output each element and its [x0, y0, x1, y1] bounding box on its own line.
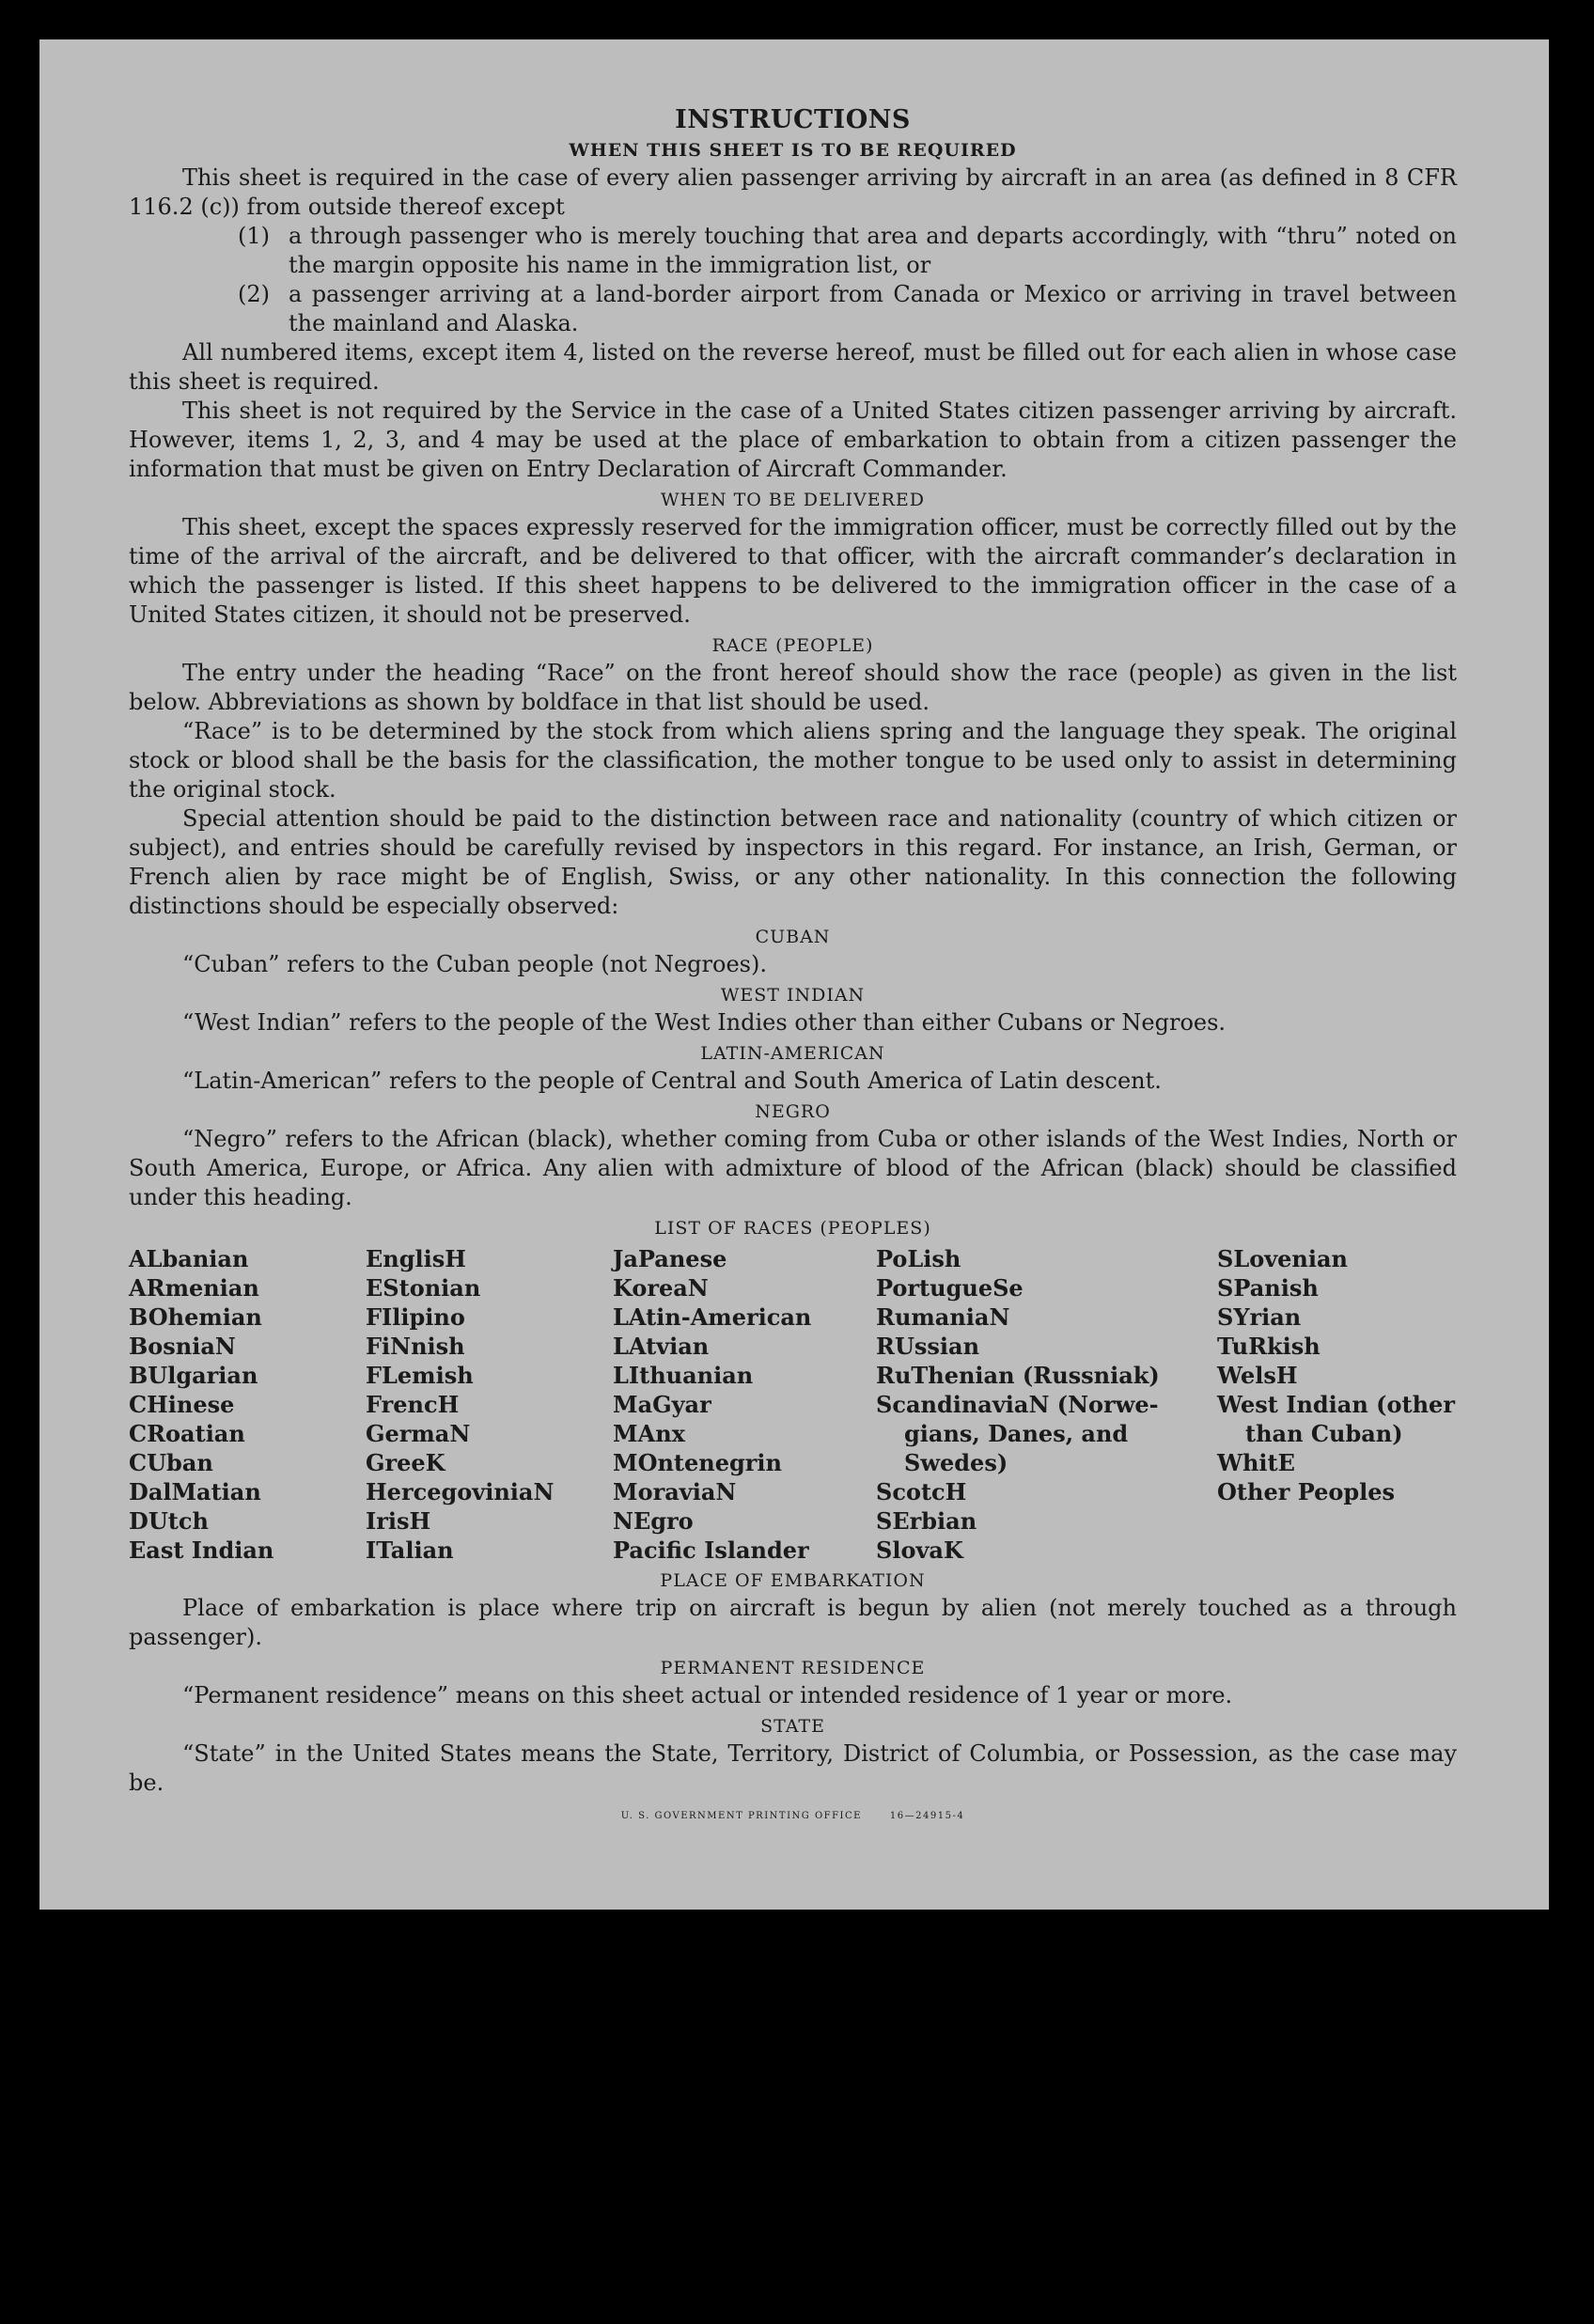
race-entry: DalMatian — [129, 1478, 261, 1505]
paragraph-latin-american: “Latin-American” refers to the people of Central and South America of Latin descent. — [182, 1068, 1162, 1094]
race-entry: JaPanese — [613, 1245, 727, 1272]
paragraph-race-definition: “Race” is to be determined by the stock from which aliens spring and the language they speak. The original stock or blood shall be the basis for the classification, the mother tongue to be used only to assist in determining the original stock. — [129, 718, 1457, 803]
section-heading-residence: PERMANENT RESIDENCE — [660, 1658, 926, 1678]
race-entry: FLemish — [366, 1362, 474, 1389]
race-entry: BUlgarian — [129, 1362, 258, 1389]
race-entry: LIthuanian — [613, 1362, 754, 1389]
race-entry: FrencH — [366, 1391, 460, 1418]
races-list — [129, 1244, 1457, 1565]
race-entry: ScotcH — [876, 1478, 967, 1505]
races-column-5 — [1217, 1244, 1490, 1565]
race-entry: ARmenian — [129, 1274, 259, 1302]
race-entry: SLovenian — [1217, 1245, 1348, 1272]
race-entry: West Indian (other — [1217, 1391, 1455, 1418]
paragraph-residence: “Permanent residence” means on this sheet actual or intended residence of 1 year or more. — [182, 1682, 1233, 1708]
paragraph-race-nationality: Special attention should be paid to the distinction between race and nationality (country of which citizen or subject), and entries should be carefully revised by inspectors in this regard. For instance, an Irish, German, or French alien by race might be of English, Swiss, or any other nationality. In this connection the following distinctions should be especially observed: — [129, 805, 1457, 919]
race-entry: FiNnish — [366, 1333, 465, 1360]
race-entry: SErbian — [876, 1507, 977, 1535]
race-entry: HercegovinіaN — [366, 1478, 555, 1505]
race-entry: FIlipino — [366, 1303, 465, 1331]
race-entry: WhitE — [1217, 1449, 1295, 1476]
race-entry: CHinese — [129, 1391, 235, 1418]
races-column-1 — [129, 1244, 366, 1565]
race-entry: TuRkish — [1217, 1333, 1321, 1360]
section-heading-delivered: WHEN TO BE DELIVERED — [660, 490, 926, 510]
race-entry: MoraviaN — [613, 1478, 737, 1505]
race-entry: Swedes) — [904, 1449, 1008, 1476]
paragraph-cuban: “Cuban” refers to the Cuban people (not Negroes). — [182, 951, 767, 977]
race-entry: EnglisH — [366, 1245, 466, 1272]
race-entry: RUssian — [876, 1333, 980, 1360]
race-entry: LAtin-American — [613, 1303, 812, 1331]
race-entry: than Cuban) — [1245, 1420, 1403, 1447]
printer-name: U. S. GOVERNMENT PRINTING OFFICE — [620, 1811, 862, 1821]
paragraph-citizen: This sheet is not required by the Service in the case of a United States citizen passenger arriving by aircraft. However, items 1, 2, 3, and 4 may be used at the place of embarkation to obtain from a citizen passenger the information that must be given on Entry Declaration of Aircraft Commander. — [129, 398, 1457, 482]
paragraph-race-entry: The entry under the heading “Race” on the front hereof should show the race (people) as given in the list below. Abbreviations as shown by boldface in that list should be used. — [129, 660, 1457, 715]
section-heading-race: RACE (PEOPLE) — [711, 635, 874, 656]
paragraph-numbered-items: All numbered items, except item 4, listed on the reverse hereof, must be filled out for each alien in whose case this sheet is required. — [129, 339, 1457, 395]
section-heading-cuban: CUBAN — [755, 927, 831, 947]
race-entry: PortugueSe — [876, 1274, 1024, 1302]
race-entry: ScandinaviaN (Norwe- — [876, 1391, 1159, 1418]
paragraph-delivered: This sheet, except the spaces expressly reserved for the immigration officer, must be correctly filled out by the time of the arrival of the aircraft, and be delivered to that officer, with the aircraft commander’s declaration in which the passenger is listed. If this sheet happens to be delivered to the immigration officer in the case of a United States citizen, it should not be preserved. — [129, 514, 1457, 628]
paragraph-required-intro: This sheet is required in the case of every alien passenger arriving by aircraft in an area (as defined in 8 CFR 116.2 (c)) from outside thereof except — [129, 164, 1457, 220]
race-entry: East Indian — [129, 1536, 274, 1564]
race-entry: BOhemian — [129, 1303, 262, 1331]
race-entry: MAnx — [613, 1420, 685, 1447]
section-heading-latin-american: LATIN-AMERICAN — [700, 1043, 885, 1064]
race-entry: SYrian — [1217, 1303, 1302, 1331]
race-entry: NEgro — [613, 1507, 694, 1535]
race-entry: CUban — [129, 1449, 213, 1476]
race-entry: WelsH — [1217, 1362, 1298, 1389]
race-entry: ALbanian — [129, 1245, 249, 1272]
paragraph-negro: “Negro” refers to the African (black), whether coming from Cuba or other islands of the West Indies, North or South America, Europe, or Africa. Any alien with admixture of blood of the African (black) should be classified under this heading. — [129, 1126, 1457, 1210]
paragraph-embarkation: Place of embarkation is place where trip on aircraft is begun by alien (not merely touched as a through passenger). — [129, 1595, 1457, 1650]
race-entry: ITalian — [366, 1536, 454, 1564]
section-heading-races: LIST OF RACES (PEOPLES) — [654, 1218, 931, 1239]
race-entry: CRoatian — [129, 1420, 245, 1447]
race-entry: RuThenian (Russniak) — [876, 1362, 1160, 1389]
section-heading-negro: NEGRO — [755, 1101, 831, 1122]
list-item: (2) a passenger arriving at a land-border airport from Canada or Mexico or arriving in travel between the mainland and Alaska. — [238, 281, 1457, 336]
race-entry: RumaniaN — [876, 1303, 1010, 1331]
section-heading-west-indian: WEST INDIAN — [720, 985, 866, 1006]
race-entry: MOntenegrin — [613, 1449, 782, 1476]
race-entry: LAtvian — [613, 1333, 710, 1360]
race-entry: PoLish — [876, 1245, 961, 1272]
race-entry: Pacific Islander — [613, 1536, 809, 1564]
race-entry: GreeK — [366, 1449, 445, 1476]
section-heading-embarkation: PLACE OF EMBARKATION — [660, 1570, 926, 1591]
race-entry: DUtch — [129, 1507, 209, 1535]
paragraph-west-indian: “West Indian” refers to the people of the West Indies other than either Cubans or Negroes. — [182, 1009, 1227, 1036]
section-heading-state: STATE — [760, 1716, 825, 1737]
paragraph-state: “State” in the United States means the State, Territory, District of Columbia, or Possession, as the case may be. — [129, 1740, 1457, 1796]
list-item: (1) a through passenger who is merely touching that area and departs accordingly, with “thru” noted on the margin opposite his name in the immigration list, or — [238, 223, 1457, 278]
section-heading-required: WHEN THIS SHEET IS TO BE REQUIRED — [569, 140, 1017, 161]
race-entry: SPanish — [1217, 1274, 1319, 1302]
race-entry: SlovaK — [876, 1536, 963, 1564]
race-entry: GermaN — [366, 1420, 471, 1447]
race-entry: Other Peoples — [1217, 1478, 1396, 1505]
races-column-3 — [613, 1244, 876, 1565]
printer-footer — [129, 1811, 1457, 1821]
race-entry: KoreaN — [613, 1274, 709, 1302]
race-entry: IrisH — [366, 1507, 431, 1535]
instruction-sheet — [39, 39, 1549, 1910]
race-entry: MaGyar — [613, 1391, 711, 1418]
form-code: 16—24915-4 — [889, 1811, 965, 1821]
race-entry: BosniaN — [129, 1333, 236, 1360]
race-entry: EStonian — [366, 1274, 481, 1302]
page-title: INSTRUCTIONS — [675, 105, 911, 134]
races-column-2 — [366, 1244, 613, 1565]
races-column-4 — [876, 1244, 1217, 1565]
race-entry: gians, Danes, and — [904, 1420, 1129, 1447]
